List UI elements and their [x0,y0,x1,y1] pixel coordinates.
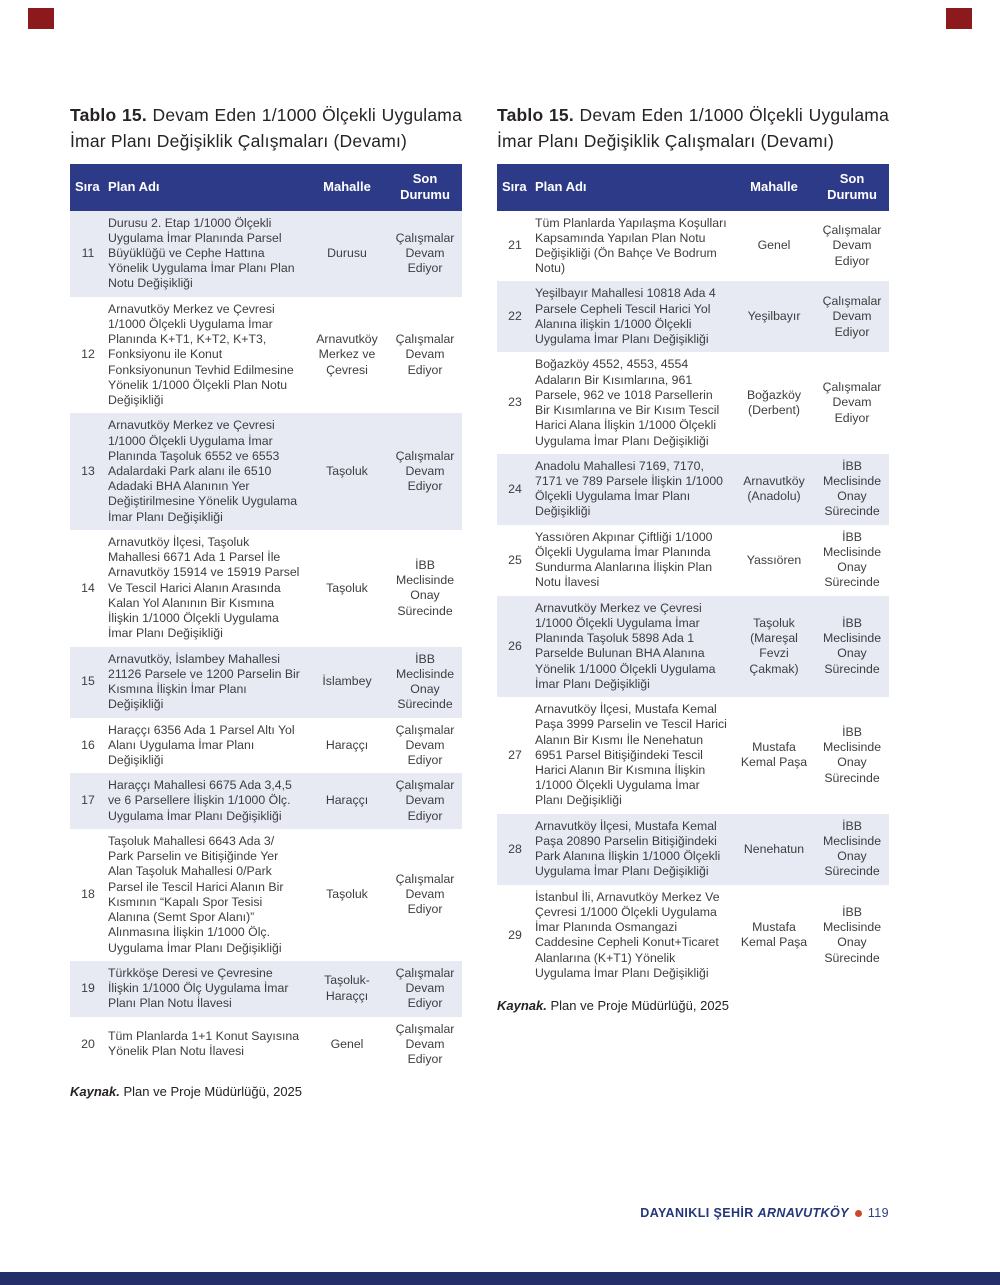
cell-no: 23 [508,395,522,410]
cell-status: Çalışmalar Devam Ediyor [395,332,455,377]
cell-status: İBB Meclisinde Onay Sürecinde [822,724,882,785]
plan-table-left [70,164,462,1072]
cell-mah: Taşoluk-Haraççı [324,973,370,1003]
cell-plan: Arnavutköy Merkez ve Çevresi 1/1000 Ölçekli Uygulama İmar Planında K+T1, K+T2, K+T3, Fonksiyonu ile Konut Fonksiyonunun Tevhid Edilmesine Yönelik 1/1000 Ölçekli Plan Notu Değişikliği [108,301,294,408]
source-text: Plan ve Proje Müdürlüğü, 2025 [123,1084,303,1100]
right-column [497,102,889,1026]
cell-plan: Arnavutköy İlçesi, Taşoluk Mahallesi 6671 Ada 1 Parsel İle Arnavutköy 15914 ve 15919 Parsel Ve Tescil Harici Alanın Arasında Kalan Yol Alanının Bir Kısmına İlişkin 1/1000 Ölçekli Uygulama İmar Planı Değişikliği [108,534,300,641]
table-row [70,773,462,829]
cell-mah: Genel [757,238,791,253]
cell-status: Çalışmalar Devam Ediyor [395,778,455,823]
cell-plan: İstanbul İli, Arnavutköy Merkez Ve Çevresi 1/1000 Ölçekli Uygulama İmar Planında Osmangazi Caddesine Cepheli Konut+Ticaret Alanlarına (K+T1) Yönelik Uygulama İmar Planı Değişikliği [535,889,720,980]
table-title-label: Tablo 15. [70,105,147,125]
bottom-bar [0,1272,1000,1285]
source-label: Kaynak. [70,1084,120,1100]
cell-mah: Boğazköy (Derbent) [746,387,801,418]
cell-plan: Boğazköy 4552, 4553, 4554 Adaların Bir Kısımlarına, 961 Parsele, 962 ve 1018 Parsellerin Bir Kısımlarına ve Bir Kısım Tescil Harici Alana İlişkin 1/1000 Ölçekli Uygulama İmar Planı Değişikliği [535,357,720,448]
cell-no: 20 [81,1036,95,1051]
cell-plan: Tüm Planlarda 1+1 Konut Sayısına Yönelik Plan Notu İlavesi [108,1029,300,1059]
cell-mah: Yeşilbayır [747,309,801,324]
cell-status: Çalışmalar Devam Ediyor [822,294,882,339]
table-row [497,697,889,814]
left-column [70,102,462,1112]
cell-no: 17 [81,793,95,808]
cell-no: 14 [81,580,95,595]
source-note [70,1084,462,1099]
cell-status: Çalışmalar Devam Ediyor [395,230,455,276]
table-row [70,1017,462,1073]
cell-status: Çalışmalar Devam Ediyor [822,380,882,425]
cell-no: 22 [508,309,522,324]
cell-no: 13 [81,464,95,479]
source-text: Plan ve Proje Müdürlüğü, 2025 [550,998,730,1014]
cell-no: 18 [81,887,95,902]
cell-plan: Haraççı Mahallesi 6675 Ada 3,4,5 ve 6 Parsellere İlişkin 1/1000 Ölç. Uygulama İmar Planı Değişikliği [108,778,292,823]
table-row [497,352,889,453]
cell-status: Çalışmalar Devam Ediyor [395,722,455,767]
cell-status: İBB Meclisinde Onay Sürecinde [822,818,882,879]
cell-status: Çalışmalar Devam Ediyor [395,872,455,917]
cell-status: İBB Meclisinde Onay Sürecinde [822,904,882,965]
cell-mah: Nenehatun [743,841,805,856]
header-sira: Sıra [70,164,106,211]
table-row [70,647,462,718]
cell-plan: Arnavutköy İlçesi, Mustafa Kemal Paşa 20890 Parselin Bitişiğindeki Park Alanına İlişkin 1/1000 Ölçekli Uygulama İmar Planı Değişikliği [535,818,721,879]
table-row [70,530,462,647]
table-title-text: Devam Eden 1/1000 Ölçekli Uygulama İmar Planı Değişiklik Çalışmaları (Devamı) [70,105,463,151]
cell-status: İBB Meclisinde Onay Sürecinde [822,529,882,590]
cell-no: 19 [81,981,95,996]
footer-brand: DAYANIKLI ŞEHİR [640,1206,754,1220]
header-son-durumu: Son Durumu [815,164,889,211]
cell-no: 24 [508,481,522,496]
cell-mah: Taşoluk [326,580,368,595]
cell-plan: Haraççı 6356 Ada 1 Parsel Altı Yol Alanı Uygulama İmar Planı Değişikliği [108,722,295,767]
cell-plan: Yeşilbayır Mahallesi 10818 Ada 4 Parsele Cepheli Tescil Harici Yol Alanına ilişkin 1/1000 Ölçekli Uygulama İmar Planı Değişikliği [535,286,716,347]
cell-status: Çalışmalar Devam Ediyor [822,223,882,268]
cell-status: Çalışmalar Devam Ediyor [395,965,455,1011]
cell-plan: Yassıören Akpınar Çiftliği 1/1000 Ölçekli Uygulama İmar Planında Sundurma Alanlarına İlişkin Plan Notu İlavesi [535,529,713,590]
table-row [497,211,889,282]
cell-plan: Tüm Planlarda Yapılaşma Koşulları Kapsamında Yapılan Plan Notu Değişikliği (Ön Bahçe Ve Bodrum Notu) [535,215,727,276]
cell-mah: İslambey [322,674,372,689]
cell-no: 28 [508,841,522,856]
footer-dot-icon [855,1210,862,1217]
cell-status: İBB Meclisinde Onay Sürecinde [822,615,882,676]
cell-status: İBB Meclisinde Onay Sürecinde [395,651,455,712]
footer-city: ARNAVUTKÖY [757,1206,849,1220]
header-sira: Sıra [497,164,533,211]
table-row [497,454,889,525]
table-title [70,102,462,154]
cell-no: 16 [81,737,95,752]
header-plan-adi: Plan Adı [533,164,733,211]
table-title-text: Devam Eden 1/1000 Ölçekli Uygulama İmar Planı Değişiklik Çalışmaları (Devamı) [497,105,890,151]
cell-plan: Taşoluk Mahallesi 6643 Ada 3/ Park Parselin ve Bitişiğinde Yer Alan Taşoluk Mahallesi 0/Park Parsel ile Tescil Harici Alanın Bir Kısmının “Kapalı Spor Tesisi Alanına (Semt Spor Alanı)” Alınmasına İlişkin 1/1000 Ölç. Uygulama İmar Planı Değişikliği [108,833,284,955]
cell-status: İBB Meclisinde Onay Sürecinde [822,458,882,519]
cell-mah: Mustafa Kemal Paşa [740,920,808,950]
cell-plan: Arnavutköy Merkez ve Çevresi 1/1000 Ölçekli Uygulama İmar Planında Taşoluk 6552 ve 6553 Adalardaki Park alanı ile 6510 Adadaki BHA Alanının Yer Değiştirilmesine Yönelik Uygulama İmar Planı Değişikliği [108,418,298,524]
cell-no: 21 [508,238,522,253]
source-note [497,998,889,1013]
header-son-durumu: Son Durumu [388,164,462,211]
cell-plan: Durusu 2. Etap 1/1000 Ölçekli Uygulama İmar Planında Parsel Büyüklüğü ve Cephe Hattına Yönelik Uygulama İmar Planı Plan Notu Değişikliği [108,215,295,291]
cell-status: Çalışmalar Devam Ediyor [395,448,455,494]
table-row [497,885,889,986]
cell-plan: Arnavutköy, İslambey Mahallesi 21126 Parsele ve 1200 Parselin Bir Kısmına İlişkin İmar Planı Değişikliği [108,651,300,712]
plan-table-right [497,164,889,986]
cell-mah: Yassıören [746,552,802,567]
cell-no: 29 [508,927,522,942]
table-header-row [497,164,889,211]
table-row [497,596,889,697]
cell-no: 11 [81,245,95,260]
cell-mah: Haraççı [325,737,369,752]
cell-mah: Arnavutköy Merkez ve Çevresi [316,332,378,377]
header-plan-adi: Plan Adı [106,164,306,211]
cell-mah: Taşoluk (Mareşal Fevzi Çakmak) [749,615,799,676]
table-row [497,281,889,352]
cell-plan: Türkköşe Deresi ve Çevresine İlişkin 1/1000 Ölç Uygulama İmar Planı Plan Notu İlavesi [108,965,289,1011]
cell-no: 15 [81,674,95,689]
table-row [497,814,889,885]
cell-status: İBB Meclisinde Onay Sürecinde [395,557,455,618]
cell-mah: Taşoluk [326,887,368,902]
table-title [497,102,889,154]
cell-no: 26 [508,638,522,653]
corner-mark [946,8,972,29]
table-row [70,829,462,961]
header-mahalle: Mahalle [733,164,815,211]
table-row [497,525,889,596]
cell-mah: Durusu [327,245,367,260]
table-row [70,413,462,530]
cell-no: 27 [508,747,522,762]
cell-plan: Arnavutköy İlçesi, Mustafa Kemal Paşa 3999 Parselin ve Tescil Harici Alanın Bir Kısmı İle Nenehatun 6951 Parsel Bitişiğindeki Tescil Harici Alanın Bir Kısmına İlişkin 1/1000 Ölçekli Uygulama İmar Planı Değişikliği [535,702,727,808]
cell-mah: Haraççı [325,793,369,808]
cell-mah: Mustafa Kemal Paşa [740,740,808,770]
cell-no: 25 [508,552,522,567]
page-footer [497,1206,889,1220]
cell-mah: Taşoluk [326,464,368,479]
table-row [70,961,462,1017]
cell-status: Çalışmalar Devam Ediyor [395,1021,455,1066]
page-number: 119 [867,1206,889,1220]
table-header-row [70,164,462,211]
cell-plan: Arnavutköy Merkez ve Çevresi 1/1000 Ölçekli Uygulama İmar Planında Taşoluk 5898 Ada 1 Parselde Bulunan BHA Alanına Yönelik 1/1000 Ölçekli Uygulama İmar Planı Değişikliği [535,600,716,691]
corner-mark [28,8,54,29]
cell-mah: Arnavutköy (Anadolu) [743,474,805,504]
cell-mah: Genel [330,1036,364,1051]
cell-no: 12 [81,347,95,362]
header-mahalle: Mahalle [306,164,388,211]
table-row [70,297,462,414]
table-row [70,718,462,774]
cell-plan: Anadolu Mahallesi 7169, 7170, 7171 ve 789 Parsele İlişkin 1/1000 Ölçekli Uygulama İmar Planı Değişikliği [535,458,723,519]
table-title-label: Tablo 15. [497,105,574,125]
table-row [70,211,462,297]
source-label: Kaynak. [497,998,547,1014]
